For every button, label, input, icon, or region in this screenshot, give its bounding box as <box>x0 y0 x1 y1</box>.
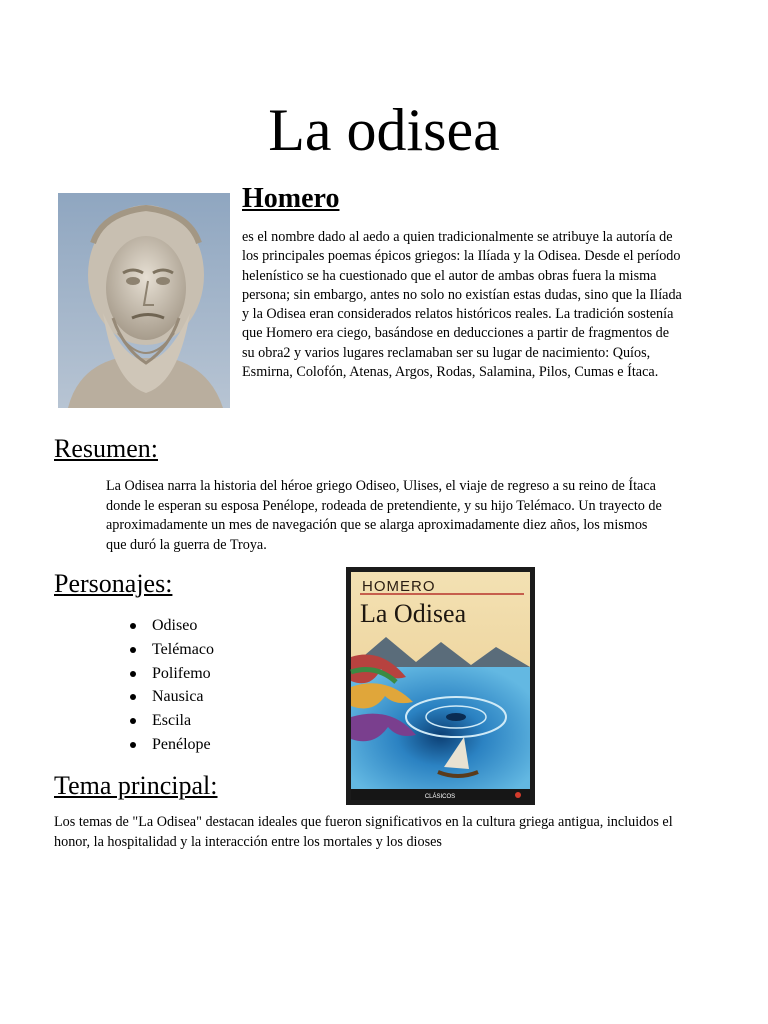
cover-title-text: La Odisea <box>360 599 467 628</box>
author-heading: Homero <box>242 183 340 214</box>
book-cover-image <box>346 567 535 805</box>
theme-heading: Tema principal: <box>54 771 218 800</box>
page-title: La odisea <box>268 97 500 163</box>
cover-collection-text: CLÁSICOS <box>424 794 456 800</box>
characters-heading: Personajes: <box>54 569 173 598</box>
characters-list <box>107 614 214 757</box>
list-item: Escila <box>107 709 214 733</box>
author-bio: es el nombre dado al aedo a quien tradicionalmente se atribuye la autoría de los principales poemas épicos griegos: la Ilíada y la Odisea. Desde el período helenístico se ha cuestionado que el autor de ambas obras fuera la misma persona; sin embargo, antes no solo no existían estas dudas, sino que la Ilíada y la Odisea eran considerados relatos históricos reales. La tradición sostenía que Homero era ciego, basándose en deducciones a partir de fragmentos de su obra2 y varios lugares reclamaban ser su lugar de nacimiento: Quíos, Esmirna, Colofón, Atenas, Argos, Rodas, Salamina, Pilos, Cumas e Ítaca. <box>242 229 682 381</box>
cover-author-text: HOMERO <box>362 578 436 595</box>
list-item: Odiseo <box>107 614 214 638</box>
list-item: Polifemo <box>107 662 214 686</box>
summary-text: La Odisea narra la historia del héroe griego Odiseo, Ulises, el viaje de regreso a su reino de Ítaca donde le esperan su esposa Penélope, rodeada de pretendiente, y su hijo Telémaco. Un trayecto de aproximadamente un mes de navegación que se alarga aproximadamente diez años, los mismos que duró la guerra de Troya. <box>106 478 662 553</box>
summary-heading: Resumen: <box>54 434 158 463</box>
list-item: Penélope <box>107 733 214 757</box>
theme-text: Los temas de "La Odisea" destacan ideales que fueron significativos en la cultura griega antigua, incluidos el honor, la hospitalidad y la interacción entre los mortales y los dioses <box>54 814 673 850</box>
list-item: Telémaco <box>107 638 214 662</box>
list-item: Nausica <box>107 685 214 709</box>
homer-bust-image <box>58 193 230 408</box>
